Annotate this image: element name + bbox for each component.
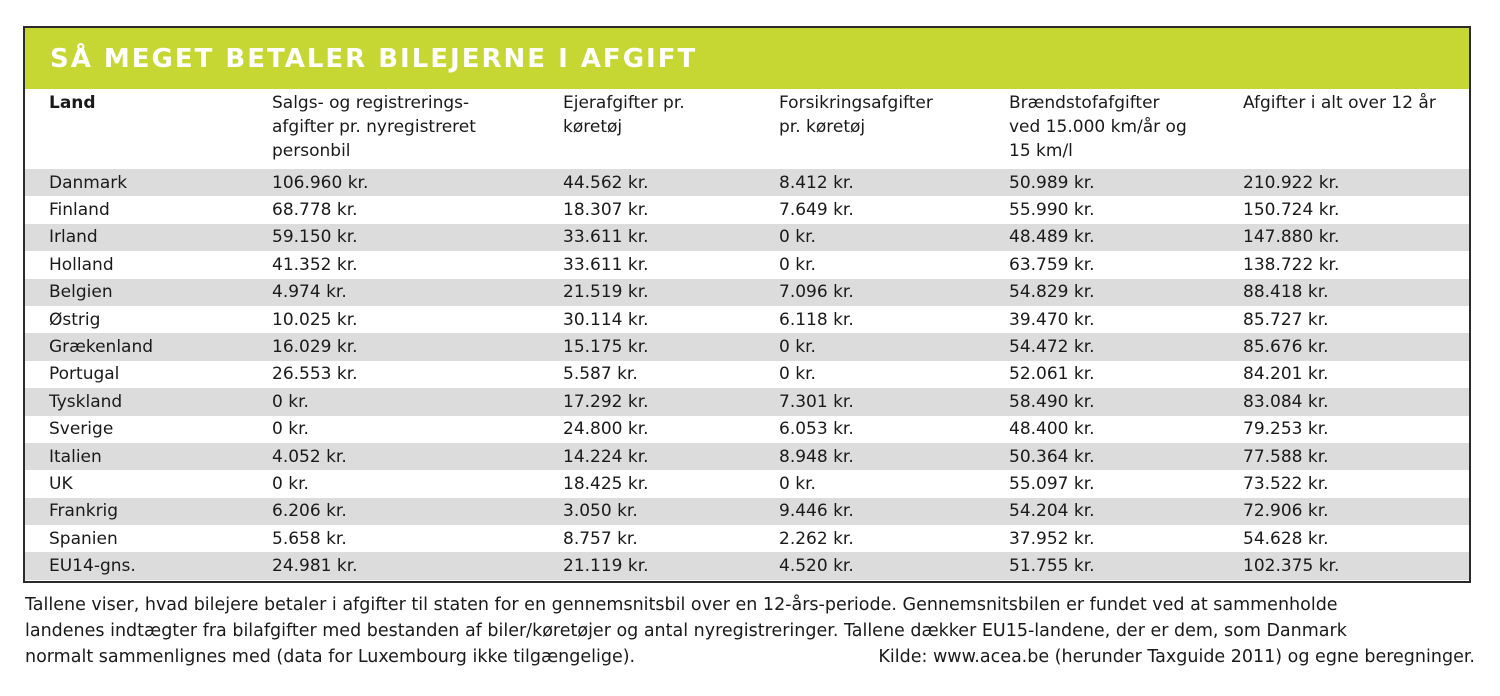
- country-cell: Belgien: [25, 279, 248, 306]
- value-cell: 52.061 kr.: [1009, 364, 1095, 385]
- value-cell: 14.224 kr.: [539, 443, 755, 470]
- value-cell: 3.050 kr.: [539, 498, 755, 525]
- footnote-line-2: landenes indtægter fra bilafgifter med bestanden af biler/køretøjer og antal nyregistreringer. Tallene dækker EU15-landene, der er dem, som Danmark: [25, 621, 1347, 641]
- country-cell: Frankrig: [25, 498, 248, 525]
- value-cell: 6.053 kr.: [779, 419, 854, 440]
- column-header-2: [539, 89, 755, 169]
- value-cell: 5.587 kr.: [563, 364, 638, 385]
- column-header-5: [1219, 89, 1469, 169]
- value-cell: 84.201 kr.: [1243, 364, 1329, 385]
- value-cell: 6.118 kr.: [779, 309, 854, 330]
- tax-table-frame: [23, 26, 1471, 583]
- value-cell: 21.519 kr.: [539, 279, 755, 306]
- country-cell: Tyskland: [25, 388, 248, 415]
- table-row: [25, 388, 1469, 415]
- column-header-4: [985, 89, 1219, 169]
- value-cell: 0 kr.: [779, 364, 816, 385]
- value-cell: 48.400 kr.: [1009, 419, 1095, 440]
- value-cell: 58.490 kr.: [985, 388, 1219, 415]
- table-title: SÅ MEGET BETALER BILEJERNE I AFGIFT: [50, 43, 698, 74]
- table-row: [25, 361, 1469, 388]
- value-cell: 150.724 kr.: [1243, 200, 1340, 221]
- value-cell: 102.375 kr.: [1219, 552, 1469, 579]
- country-cell: Spanien: [49, 528, 118, 549]
- value-cell: 7.096 kr.: [755, 279, 985, 306]
- value-cell: 8.757 kr.: [563, 528, 638, 549]
- value-cell: 50.364 kr.: [985, 443, 1219, 470]
- footnote-text: normalt sammenlignes med (data for Luxembourg ikke tilgængelige).: [25, 647, 636, 667]
- column-header-line: ved 15.000 km/år og: [1009, 117, 1187, 137]
- table-row: [25, 416, 1469, 443]
- column-header-line: afgifter pr. nyregistreret: [272, 117, 476, 137]
- value-cell: 26.553 kr.: [272, 364, 358, 385]
- table-row: [25, 470, 1469, 497]
- table-row: [25, 306, 1469, 333]
- value-cell: 37.952 kr.: [1009, 528, 1095, 549]
- column-header-0: [25, 89, 248, 169]
- value-cell: 9.446 kr.: [755, 498, 985, 525]
- footnote-line-3: [25, 644, 1475, 670]
- tax-table: [25, 89, 1469, 580]
- column-header-line: Brændstofafgifter: [1009, 93, 1160, 113]
- value-cell: 51.755 kr.: [985, 552, 1219, 579]
- value-cell: 18.307 kr.: [563, 200, 649, 221]
- value-cell: 17.292 kr.: [539, 388, 755, 415]
- value-cell: 24.981 kr.: [248, 552, 539, 579]
- country-cell: UK: [49, 473, 73, 494]
- value-cell: 63.759 kr.: [1009, 254, 1095, 275]
- table-row: [25, 251, 1469, 278]
- value-cell: 55.990 kr.: [1009, 200, 1095, 221]
- column-header-line: køretøj: [563, 117, 623, 137]
- table-row: [25, 552, 1469, 579]
- value-cell: 54.628 kr.: [1243, 528, 1329, 549]
- column-header-line: Land: [49, 93, 96, 113]
- value-cell: 15.175 kr.: [539, 333, 755, 360]
- table-row: [25, 443, 1469, 470]
- country-cell: Irland: [25, 224, 248, 251]
- value-cell: 0 kr.: [248, 388, 539, 415]
- value-cell: 55.097 kr.: [1009, 473, 1095, 494]
- country-cell: Italien: [25, 443, 248, 470]
- column-header-line: Forsikringsafgifter: [779, 93, 933, 113]
- value-cell: 2.262 kr.: [779, 528, 854, 549]
- value-cell: 8.412 kr.: [755, 169, 985, 196]
- column-header-line: personbil: [272, 141, 351, 161]
- value-cell: 16.029 kr.: [248, 333, 539, 360]
- value-cell: 147.880 kr.: [1219, 224, 1469, 251]
- value-cell: 68.778 kr.: [272, 200, 358, 221]
- column-header-line: Salgs- og registrerings-: [272, 93, 470, 113]
- value-cell: 54.472 kr.: [985, 333, 1219, 360]
- table-body: [25, 169, 1469, 580]
- value-cell: 79.253 kr.: [1243, 419, 1329, 440]
- value-cell: 4.974 kr.: [248, 279, 539, 306]
- country-cell: Østrig: [49, 309, 101, 330]
- table-row: [25, 333, 1469, 360]
- table-row: [25, 279, 1469, 306]
- value-cell: 77.588 kr.: [1219, 443, 1469, 470]
- value-cell: 0 kr.: [779, 473, 816, 494]
- value-cell: 88.418 kr.: [1219, 279, 1469, 306]
- value-cell: 33.611 kr.: [539, 224, 755, 251]
- table-row: [25, 525, 1469, 552]
- value-cell: 4.520 kr.: [755, 552, 985, 579]
- value-cell: 0 kr.: [779, 254, 816, 275]
- value-cell: 21.119 kr.: [539, 552, 755, 579]
- header-row: [25, 89, 1469, 169]
- value-cell: 85.676 kr.: [1219, 333, 1469, 360]
- value-cell: 0 kr.: [272, 419, 309, 440]
- country-cell: EU14-gns.: [25, 552, 248, 579]
- value-cell: 50.989 kr.: [985, 169, 1219, 196]
- value-cell: 8.948 kr.: [755, 443, 985, 470]
- value-cell: 138.722 kr.: [1243, 254, 1340, 275]
- column-header-1: [248, 89, 539, 169]
- footnote-line-1: Tallene viser, hvad bilejere betaler i afgifter til staten for en gennemsnitsbil over en 12-års-periode. Gennemsnitsbilen er fundet ved at sammenholde: [25, 595, 1338, 615]
- value-cell: 85.727 kr.: [1243, 309, 1329, 330]
- country-cell: Holland: [49, 254, 114, 275]
- value-cell: 106.960 kr.: [248, 169, 539, 196]
- table-row: [25, 196, 1469, 223]
- country-cell: Grækenland: [25, 333, 248, 360]
- value-cell: 33.611 kr.: [563, 254, 649, 275]
- table-row: [25, 498, 1469, 525]
- column-header-line: 15 km/l: [1009, 141, 1073, 161]
- column-header-line: pr. køretøj: [779, 117, 866, 137]
- value-cell: 4.052 kr.: [248, 443, 539, 470]
- footnote: [25, 592, 1475, 670]
- value-cell: 39.470 kr.: [1009, 309, 1095, 330]
- value-cell: 54.204 kr.: [985, 498, 1219, 525]
- value-cell: 18.425 kr.: [563, 473, 649, 494]
- value-cell: 30.114 kr.: [563, 309, 649, 330]
- value-cell: 0 kr.: [755, 333, 985, 360]
- value-cell: 0 kr.: [272, 473, 309, 494]
- value-cell: 210.922 kr.: [1219, 169, 1469, 196]
- value-cell: 0 kr.: [755, 224, 985, 251]
- value-cell: 6.206 kr.: [248, 498, 539, 525]
- value-cell: 44.562 kr.: [539, 169, 755, 196]
- source-credit: Kilde: www.acea.be (herunder Taxguide 2011) og egne beregninger.: [878, 647, 1475, 667]
- value-cell: 5.658 kr.: [272, 528, 347, 549]
- country-cell: Finland: [49, 200, 110, 221]
- value-cell: 54.829 kr.: [985, 279, 1219, 306]
- table-row: [25, 224, 1469, 251]
- value-cell: 41.352 kr.: [272, 254, 358, 275]
- value-cell: 48.489 kr.: [985, 224, 1219, 251]
- country-cell: Portugal: [49, 364, 120, 385]
- country-cell: Danmark: [25, 169, 248, 196]
- value-cell: 7.649 kr.: [779, 200, 854, 221]
- column-header-line: Afgifter i alt over 12 år: [1243, 93, 1436, 113]
- column-header-line: Ejerafgifter pr.: [563, 93, 685, 113]
- table-row: [25, 169, 1469, 196]
- value-cell: 7.301 kr.: [755, 388, 985, 415]
- value-cell: 59.150 kr.: [248, 224, 539, 251]
- column-header-3: [755, 89, 985, 169]
- value-cell: 24.800 kr.: [563, 419, 649, 440]
- value-cell: 10.025 kr.: [272, 309, 358, 330]
- title-bar: [25, 28, 1469, 89]
- country-cell: Sverige: [49, 419, 114, 440]
- value-cell: 83.084 kr.: [1219, 388, 1469, 415]
- value-cell: 73.522 kr.: [1243, 473, 1329, 494]
- value-cell: 72.906 kr.: [1219, 498, 1469, 525]
